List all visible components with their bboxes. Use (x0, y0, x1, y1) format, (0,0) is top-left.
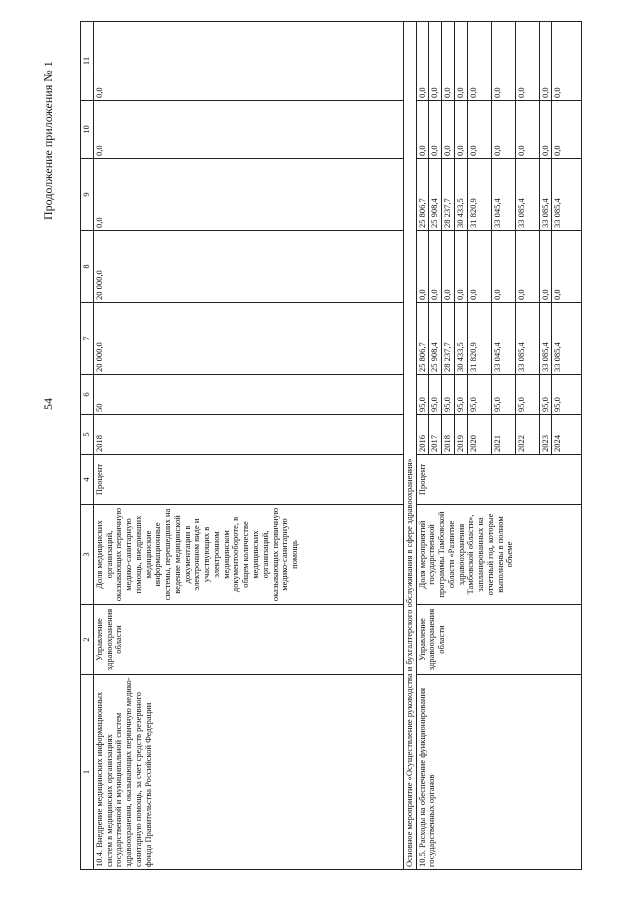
municipal-funding: 0,0 (539, 101, 552, 159)
executor: Управление здравоохранения области (416, 605, 582, 675)
federal-funding: 0,0 (515, 231, 539, 303)
column-number: 10 (81, 101, 94, 159)
column-number: 1 (81, 675, 94, 870)
year: 2020 (467, 415, 491, 455)
regional-funding: 25 806,7 (416, 159, 429, 231)
continuation-title: Продолжение приложения № 1 (41, 61, 55, 220)
federal-funding: 20 000,0 (93, 231, 403, 303)
year: 2018 (93, 415, 403, 455)
unit: Процент (416, 455, 582, 505)
total-funding: 33 085,4 (515, 303, 539, 375)
regional-funding: 0,0 (93, 159, 403, 231)
year: 2019 (454, 415, 467, 455)
target-value: 95,0 (491, 375, 515, 415)
section-row (403, 22, 416, 870)
total-funding: 25 908,4 (429, 303, 442, 375)
municipal-funding: 0,0 (552, 101, 582, 159)
year: 2016 (416, 415, 429, 455)
target-value: 95,0 (467, 375, 491, 415)
total-funding: 25 806,7 (416, 303, 429, 375)
target-value: 95,0 (539, 375, 552, 415)
other-funding: 0,0 (552, 22, 582, 101)
municipal-funding: 0,0 (416, 101, 429, 159)
measure-name: 10.5. Расходы на обеспечение функционирования государственных органов (416, 675, 582, 870)
municipal-funding: 0,0 (491, 101, 515, 159)
regional-funding: 33 085,4 (515, 159, 539, 231)
municipal-funding: 0,0 (93, 101, 403, 159)
municipal-funding: 0,0 (515, 101, 539, 159)
year: 2024 (552, 415, 582, 455)
year: 2018 (442, 415, 455, 455)
regional-funding: 33 045,4 (491, 159, 515, 231)
total-funding: 33 085,4 (539, 303, 552, 375)
other-funding: 0,0 (539, 22, 552, 101)
target-value: 50 (93, 375, 403, 415)
target-value: 95,0 (454, 375, 467, 415)
column-number: 4 (81, 455, 94, 505)
unit: Процент (93, 455, 403, 505)
column-number: 7 (81, 303, 94, 375)
year: 2022 (515, 415, 539, 455)
municipal-funding: 0,0 (442, 101, 455, 159)
federal-funding: 0,0 (539, 231, 552, 303)
federal-funding: 0,0 (442, 231, 455, 303)
table-row-10-5 (416, 22, 429, 870)
municipal-funding: 0,0 (454, 101, 467, 159)
municipal-funding: 0,0 (429, 101, 442, 159)
table-row-10-4 (93, 22, 403, 870)
federal-funding: 0,0 (416, 231, 429, 303)
column-number: 5 (81, 415, 94, 455)
regional-funding: 28 237,7 (442, 159, 455, 231)
regional-funding: 25 908,4 (429, 159, 442, 231)
total-funding: 33 045,4 (491, 303, 515, 375)
federal-funding: 0,0 (552, 231, 582, 303)
other-funding: 0,0 (416, 22, 429, 101)
indicator: Доля медицинских организаций, оказывающих первичную медико-санитарную помощь, внедривших медицинские информационные системы, перешедших на ведение медицинской документации в электронном виде и участвующих в электронном медицинском документообороте, в общем количестве медицинских организаций, оказывающих первичную медико-санитарную помощь (93, 505, 403, 605)
target-value: 95,0 (552, 375, 582, 415)
regional-funding: 33 085,4 (552, 159, 582, 231)
year: 2017 (429, 415, 442, 455)
regional-funding: 30 433,5 (454, 159, 467, 231)
indicator: Доля мероприятий государственной программы Тамбовской области «Развитие здравоохранения Тамбовской области», запланированных на отчетный год, которые выполнены в полном объеме (416, 505, 582, 605)
total-funding: 33 085,4 (552, 303, 582, 375)
program-table (80, 21, 582, 870)
regional-funding: 31 820,9 (467, 159, 491, 231)
total-funding: 31 820,9 (467, 303, 491, 375)
executor: Управление здравоохранения области (93, 605, 403, 675)
total-funding: 20 000,0 (93, 303, 403, 375)
target-value: 95,0 (515, 375, 539, 415)
other-funding: 0,0 (442, 22, 455, 101)
measure-name: 10.4. Внедрение медицинских информационных систем в медицинских организациях государственной и муниципальной систем здравоохранения, оказывающих первичную медико-санитарную помощь, за счет средств резервного фонда Правительства Российской Федерации (93, 675, 403, 870)
total-funding: 28 237,7 (442, 303, 455, 375)
other-funding: 0,0 (429, 22, 442, 101)
other-funding: 0,0 (93, 22, 403, 101)
federal-funding: 0,0 (454, 231, 467, 303)
other-funding: 0,0 (515, 22, 539, 101)
column-number: 8 (81, 231, 94, 303)
target-value: 95,0 (429, 375, 442, 415)
column-number: 9 (81, 159, 94, 231)
column-number: 2 (81, 605, 94, 675)
other-funding: 0,0 (454, 22, 467, 101)
total-funding: 30 433,5 (454, 303, 467, 375)
section-title: Основное мероприятие «Осуществление руководства и бухгалтерского обслуживания в сфере здравоохранения» (403, 22, 416, 870)
page-number: 54 (41, 398, 55, 410)
other-funding: 0,0 (467, 22, 491, 101)
target-value: 95,0 (416, 375, 429, 415)
federal-funding: 0,0 (491, 231, 515, 303)
year: 2023 (539, 415, 552, 455)
column-number: 6 (81, 375, 94, 415)
other-funding: 0,0 (491, 22, 515, 101)
target-value: 95,0 (442, 375, 455, 415)
column-number-row (81, 22, 94, 870)
year: 2021 (491, 415, 515, 455)
column-number: 11 (81, 22, 94, 101)
regional-funding: 33 085,4 (539, 159, 552, 231)
rotated-table-sheet (80, 22, 563, 870)
federal-funding: 0,0 (467, 231, 491, 303)
municipal-funding: 0,0 (467, 101, 491, 159)
column-number: 3 (81, 505, 94, 605)
federal-funding: 0,0 (429, 231, 442, 303)
